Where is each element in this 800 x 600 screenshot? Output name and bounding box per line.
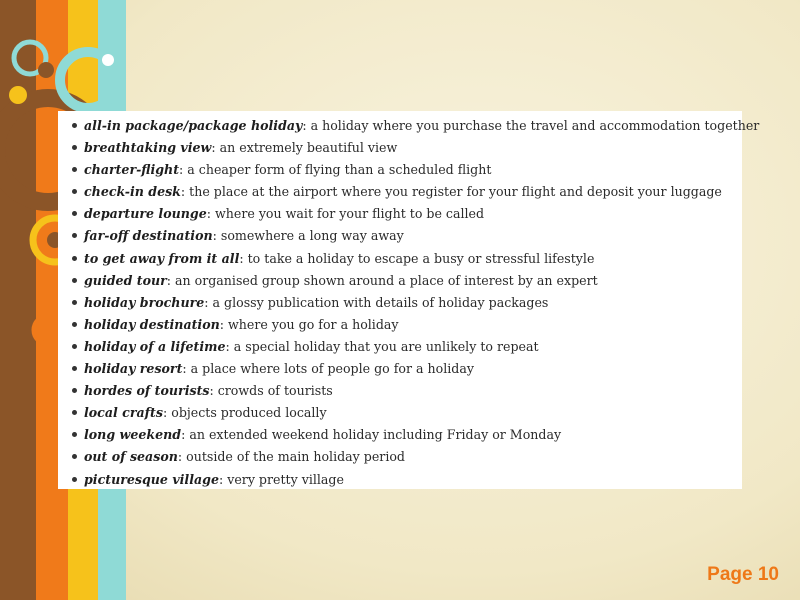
bullet-icon	[72, 322, 77, 327]
vocab-definition: : a cheaper form of flying than a scheduled flight	[179, 162, 492, 178]
list-item	[58, 181, 742, 203]
bullet-icon	[72, 211, 77, 216]
vocab-term: check-in desk	[84, 184, 181, 200]
vocab-definition: : a glossy publication with details of holiday packages	[204, 294, 549, 310]
list-item	[58, 292, 742, 314]
list-item	[58, 225, 742, 247]
vocab-term: charter-flight	[84, 162, 180, 178]
vocab-term: all-in package/package holiday	[84, 118, 303, 133]
vocab-definition: : the place at the airport where you register for your flight and deposit your luggage	[180, 184, 722, 200]
vocab-definition: : outside of the main holiday period	[177, 449, 405, 465]
bullet-icon	[72, 189, 77, 194]
vocabulary-list	[58, 115, 760, 491]
vocab-definition: : where you go for a holiday	[219, 316, 399, 332]
list-item	[58, 248, 742, 270]
vocab-term: holiday of a lifetime	[84, 338, 226, 354]
bullet-icon	[72, 256, 77, 261]
vocab-definition: : a place where lots of people go for a holiday	[182, 361, 474, 377]
bullet-icon	[72, 432, 77, 437]
vocab-term: long weekend	[84, 427, 182, 443]
list-item	[58, 336, 742, 358]
vocab-definition: : an extended weekend holiday including Friday or Monday	[181, 427, 562, 443]
list-item	[58, 380, 742, 402]
vocab-term: guided tour	[84, 272, 167, 288]
list-item	[58, 424, 742, 446]
bullet-icon	[72, 300, 77, 305]
vocab-term: holiday resort	[84, 361, 183, 377]
vocab-term: hordes of tourists	[84, 383, 210, 399]
list-item	[58, 446, 742, 468]
vocab-definition: : an extremely beautiful view	[211, 140, 398, 156]
list-item	[58, 203, 742, 225]
vocab-term: far-off destination	[84, 228, 213, 244]
bullet-icon	[72, 454, 77, 459]
vocab-definition: : crowds of tourists	[209, 383, 333, 399]
vocab-definition: : a special holiday that you are unlikely to repeat	[225, 338, 539, 354]
bullet-icon	[72, 278, 77, 283]
vocab-term: holiday destination	[84, 316, 220, 332]
bullet-icon	[72, 123, 77, 128]
vocabulary-panel	[58, 111, 760, 489]
list-item	[58, 314, 742, 336]
vocab-term: out of season	[84, 449, 178, 465]
bullet-icon	[72, 233, 77, 238]
vocab-definition: : somewhere a long way away	[212, 228, 404, 244]
vocab-term: departure lounge	[84, 206, 207, 222]
vocab-definition: : very pretty village	[218, 471, 344, 487]
bullet-icon	[72, 145, 77, 150]
vocab-term: holiday brochure	[84, 294, 205, 310]
vocab-term: picturesque village	[84, 471, 219, 487]
bullet-icon	[72, 477, 77, 482]
bullet-icon	[72, 388, 77, 393]
vocab-definition: : where you wait for your flight to be called	[206, 206, 485, 222]
vocab-definition: : objects produced locally	[162, 405, 327, 421]
bullet-icon	[72, 167, 77, 172]
list-item	[58, 159, 742, 181]
list-item	[58, 115, 760, 137]
list-item	[58, 137, 742, 159]
vocab-definition: : to take a holiday to escape a busy or stressful lifestyle	[239, 250, 595, 266]
vocab-definition: : an organised group shown around a place of interest by an expert	[166, 272, 598, 288]
list-item	[58, 358, 742, 380]
vocab-term: to get away from it all	[84, 250, 240, 266]
list-item	[58, 469, 742, 491]
vocab-definition: : a holiday where you purchase the travel and accommodation together	[302, 118, 760, 133]
bullet-icon	[72, 410, 77, 415]
vocab-term: breathtaking view	[84, 140, 212, 156]
vocab-term: local crafts	[84, 405, 163, 421]
bullet-icon	[72, 366, 77, 371]
page-number: Page 10	[707, 564, 779, 585]
list-item	[58, 402, 742, 424]
list-item	[58, 270, 742, 292]
bullet-icon	[72, 344, 77, 349]
